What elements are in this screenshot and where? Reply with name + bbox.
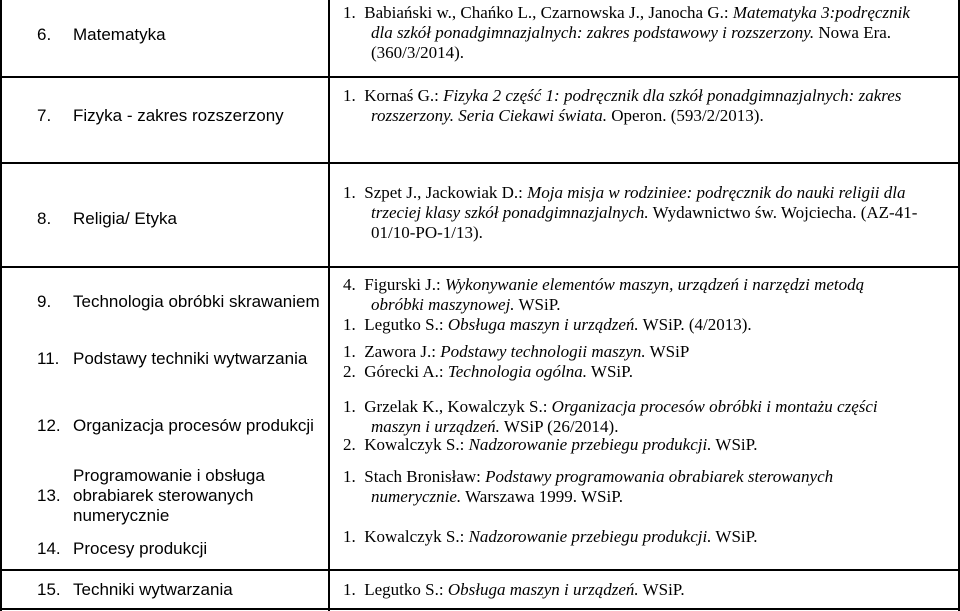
column-divider (328, 0, 330, 611)
book-entry: 1. Zawora J.: Podstawy technologii maszyn. WSiP (343, 342, 690, 361)
row-number: 9. (37, 292, 52, 311)
subject-name: Procesy produkcji (73, 539, 208, 558)
table-border-left (0, 0, 2, 611)
subject-name: Organizacja procesów produkcji (73, 416, 314, 435)
subject-name: Fizyka - zakres rozszerzony (73, 106, 284, 125)
book-entry: 1. Szpet J., Jackowiak D.: Moja misja w rodziniee: podręcznik do nauki religii dla trzeciej klasy szkół ponadgimnazjalnych. Wydawnictwo św. Wojciecha. (AZ-41- 01/10-PO-1/13). (343, 183, 918, 242)
subject-name: Programowanie i obsługa obrabiarek sterowanych numerycznie (73, 466, 265, 525)
row-number: 7. (37, 106, 52, 125)
row-number: 14. (37, 539, 61, 558)
book-entry: 1. Kornaś G.: Fizyka 2 część 1: podręcznik dla szkół ponadgimnazjalnych: zakres rozszerzony. Seria Ciekawi świata. Operon. (593/2/2013). (343, 86, 902, 125)
book-entry: 2. Kowalczyk S.: Nadzorowanie przebiegu produkcji. WSiP. (343, 435, 758, 454)
subject-name: Technologia obróbki skrawaniem (73, 292, 320, 311)
book-entry: 1. Kowalczyk S.: Nadzorowanie przebiegu produkcji. WSiP. (343, 527, 758, 546)
book-entry: 1. Legutko S.: Obsługa maszyn i urządzeń. WSiP. (4/2013). (343, 315, 752, 334)
row-number: 8. (37, 209, 52, 228)
row-divider (0, 266, 960, 268)
subject-name: Matematyka (73, 25, 166, 44)
row-divider (0, 569, 960, 571)
row-number: 6. (37, 25, 52, 44)
subject-name: Religia/ Etyka (73, 209, 177, 228)
book-entry: 1. Babiański w., Chańko L., Czarnowska J., Janocha G.: Matematyka 3:podręcznik dla szkół ponadgimnazjalnych: zakres podstawowy i rozszerzony. Nowa Era. (360/3/2014). (343, 3, 910, 62)
subject-name: Podstawy techniki wytwarzania (73, 349, 308, 368)
row-number: 15. (37, 580, 61, 599)
row-divider (0, 76, 960, 78)
book-entry: 4. Figurski J.: Wykonywanie elementów maszyn, urządzeń i narzędzi metodą obróbki maszynowej. WSiP. (343, 275, 865, 314)
row-number: 12. (37, 416, 61, 435)
book-entry: 1. Stach Bronisław: Podstawy programowania obrabiarek sterowanych numerycznie. Warszawa 1999. WSiP. (343, 467, 834, 506)
book-entry: 2. Górecki A.: Technologia ogólna. WSiP. (343, 362, 633, 381)
row-number: 11. (37, 349, 60, 368)
row-divider (0, 162, 960, 164)
book-entry: 1. Grzelak K., Kowalczyk S.: Organizacja procesów obróbki i montażu części maszyn i urządzeń. WSiP (26/2014). (343, 397, 878, 436)
book-entry: 1. Legutko S.: Obsługa maszyn i urządzeń. WSiP. (343, 580, 685, 599)
subject-name: Techniki wytwarzania (73, 580, 233, 599)
row-number: 13. (37, 486, 61, 505)
table-border-bottom (0, 608, 960, 610)
